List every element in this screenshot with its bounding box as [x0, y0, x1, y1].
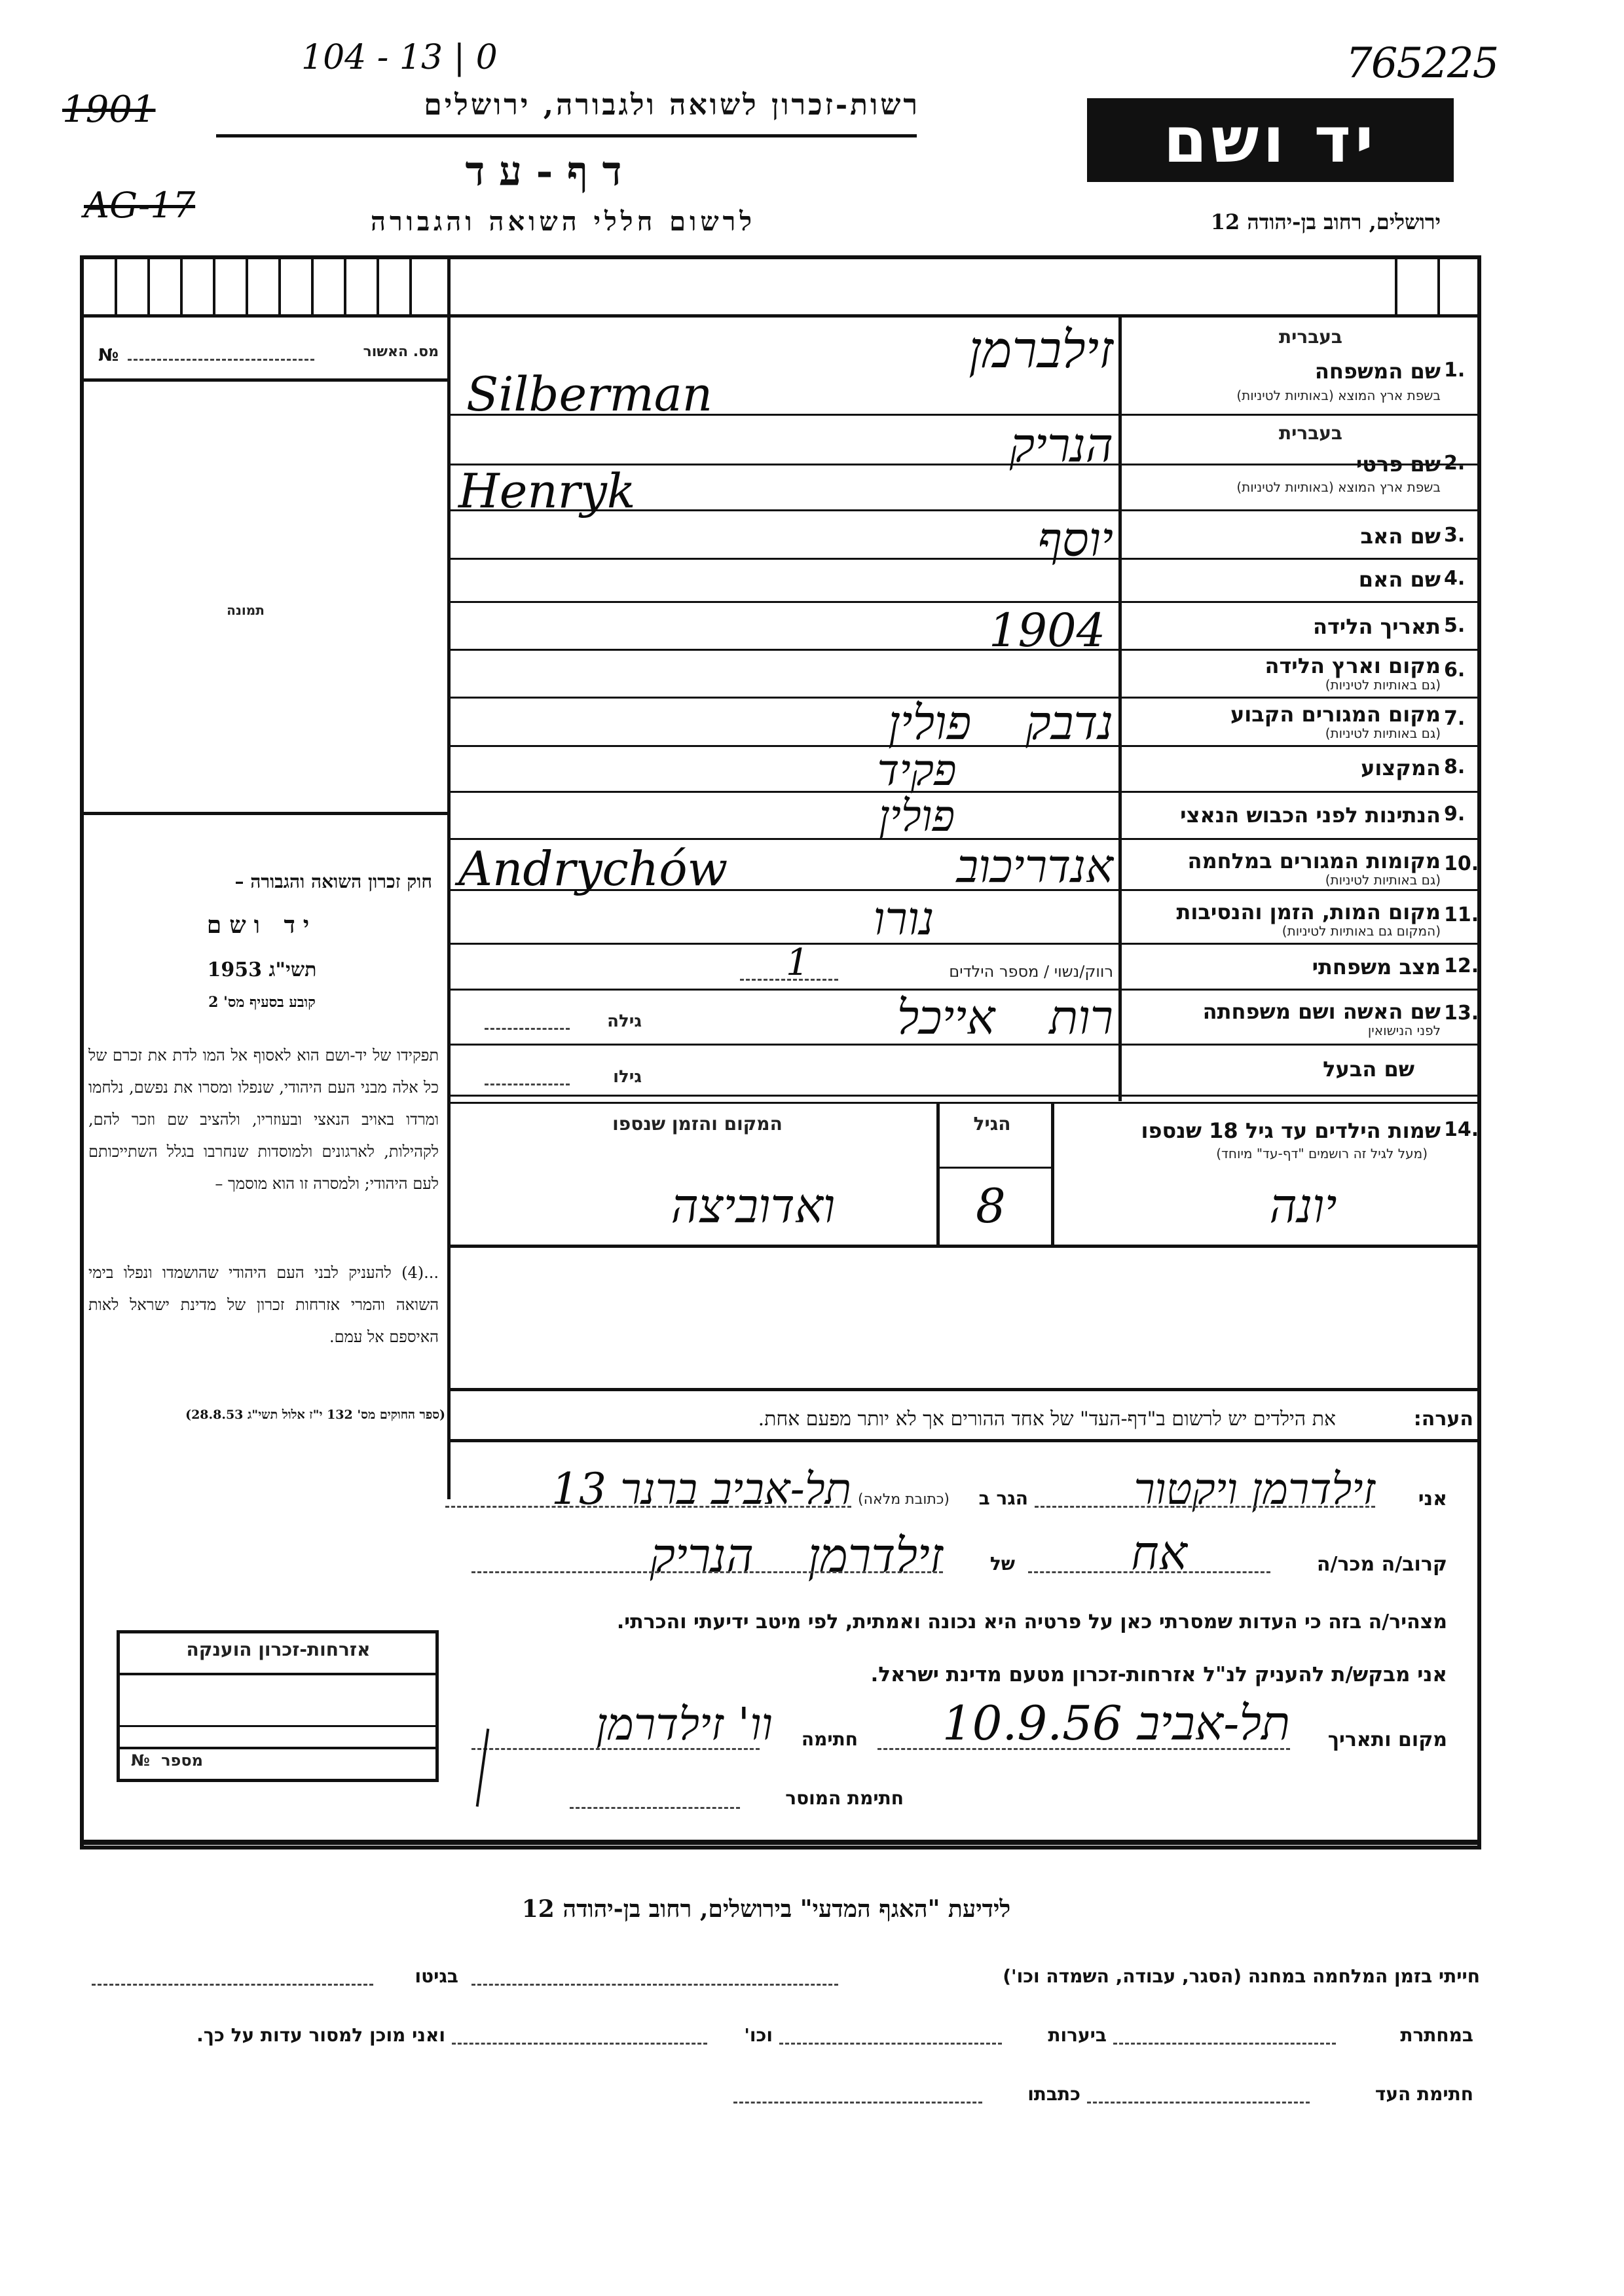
- field-4-label: שם האם: [1358, 567, 1441, 592]
- relation-label: קרוב/ה מכר/ה: [1316, 1553, 1447, 1576]
- header-underline: [216, 134, 917, 137]
- field-3-value: יוסף: [1037, 512, 1113, 567]
- addr-note: (כתובת מלאה): [858, 1491, 950, 1508]
- footer-camp: חייתי בזמן המלחמה במחנה (הסגר, עבודה, השמדה וכו'): [1003, 1965, 1480, 1987]
- field-1-value-he: זילברמן: [969, 321, 1113, 380]
- field-2-tag: בעברית: [1278, 422, 1342, 444]
- place-date-value: תל-אביב 10.9.56: [942, 1696, 1290, 1751]
- footer-ghetto: בגיטו: [415, 1965, 458, 1987]
- field-13-note: לפני הנישואין: [1367, 1023, 1441, 1038]
- field-11-note: (המקום גם באותיות לטיניות): [1282, 923, 1441, 939]
- i-label: אני: [1418, 1487, 1447, 1510]
- ref-label: מס. האשור: [363, 344, 439, 360]
- field-6-label: מקום וארץ הלידה: [1264, 653, 1441, 678]
- top-right-number: 765225: [1346, 39, 1498, 88]
- law-text-2: ...(4) להעניק לבני העם היהודי שהושמדו ונפלו בימי השואה והמרי אזרחות זכרון של מדינת ישראל לאות האיספם אל עמם.: [88, 1264, 439, 1346]
- field-7-label: מקום המגורים הקבוע: [1230, 702, 1441, 727]
- field-12-num: 12.: [1444, 955, 1479, 977]
- law-ref: (ספר החוקים מס' 132 י"ז אלול תשי"ג 28.8.53): [185, 1408, 445, 1422]
- husband-label: שם הבעל: [1323, 1057, 1414, 1082]
- law-clause: קובע בסעיף מס' 2: [208, 994, 316, 1011]
- law-text: תפקידו של יד-ושם הוא לאסוף אל המו לדת את זכרם של כל אלה מבני העם היהודי, שנפלו ומסרו את נפשם, נלחמו ומרדו באויב הנאצי ובעוזריו, ולהציב שם וזכר להם, לקהילות, לארגונים ולמוסדות שנחרבו בגלל השתייכותם לעם היהודי; ולמסרה זו הוא מוסמך –: [88, 1046, 439, 1193]
- child-name: יונה: [1269, 1178, 1337, 1233]
- form-subtitle: לרשום חללי השואה והגבורה: [370, 206, 756, 237]
- resides-label: הגר ב: [978, 1487, 1028, 1509]
- place-header: המקום והזמן שנספו: [612, 1113, 783, 1135]
- field-13-age-label: גילה: [607, 1011, 642, 1031]
- field-13-label: שם האשה ושם משפחתה: [1202, 999, 1441, 1024]
- children-num: 14.: [1444, 1118, 1479, 1141]
- field-3-num: 3.: [1444, 524, 1466, 547]
- field-2-value-he: הנריק: [1009, 418, 1113, 473]
- husband-age-label: גילו: [613, 1067, 642, 1087]
- signature: וו' זילדרמן: [596, 1699, 773, 1751]
- children-note: (מעל לגיל זה רושמים "דף-עד" מיוחד): [1216, 1146, 1428, 1161]
- field-1-label: שם המשפחה: [1314, 359, 1441, 384]
- field-11-label: מקום המות, הזמן והנסיבות: [1176, 900, 1441, 924]
- field-12-inline: רווק/נשוי / מספר הילדים: [949, 962, 1113, 981]
- footer-ready: ואני מוכן למסור עדות על כך.: [196, 2024, 445, 2046]
- of-label: של: [989, 1553, 1015, 1575]
- field-1-num: 1.: [1444, 359, 1466, 382]
- certificate-number-label: מספר: [161, 1751, 203, 1770]
- field-11-value: נורו: [873, 892, 934, 945]
- field-9-value: פולין: [878, 791, 955, 841]
- field-2-label: שם פרטי: [1356, 452, 1441, 477]
- org-name: רשות-זכרון לשואה ולגבורה, ירושלים: [424, 88, 920, 122]
- footer-forests: ביערות: [1048, 2024, 1107, 2046]
- field-4-num: 4.: [1444, 567, 1466, 590]
- age-header: הגיל: [973, 1113, 1011, 1135]
- field-1-tag: בעברית: [1278, 326, 1342, 348]
- field-8-value: פקיד: [877, 745, 957, 795]
- field-13-num: 13.: [1444, 1002, 1479, 1025]
- address: ירושלים, רחוב בן-יהודה 12: [1210, 210, 1441, 234]
- field-8-num: 8.: [1444, 756, 1466, 778]
- footer-address: כתבתו: [1027, 2083, 1080, 2105]
- field-1-note: בשפת ארץ המוצא (באותיות לטיניות): [1236, 388, 1441, 403]
- footer-title: לידיעת "האגף המדעי" בירושלים, רחוב בן-יהודה 12: [521, 1895, 1011, 1923]
- field-7-value: נדבק פולין: [888, 695, 1113, 750]
- photo-label: תמונה: [227, 602, 265, 618]
- footer-etc: וכו': [744, 2024, 773, 2046]
- field-5-value: 1904: [989, 604, 1106, 657]
- field-9-label: הנתינות לפני הכבוש הנאצי: [1180, 803, 1441, 828]
- declarant-name: זילדרמן ויקטור: [1134, 1464, 1375, 1514]
- child-place: ואדוביצה: [671, 1178, 836, 1233]
- field-2-value-lat: Henryk: [458, 464, 636, 519]
- certificate-label: אזרחות-זכרון הוענקה: [186, 1639, 371, 1660]
- field-6-num: 6.: [1444, 659, 1466, 682]
- field-9-num: 9.: [1444, 803, 1466, 826]
- form-title: ד ף - ע ד: [465, 147, 622, 195]
- issuer-label: חתימת המוסר: [785, 1787, 904, 1809]
- field-6-note: (גם באותיות לטיניות): [1325, 677, 1441, 693]
- law-name: יד ושם: [206, 911, 318, 939]
- request: אני מבקש/ת להעניק לנ"ל אזרחות-זכרון מטעם מדינת ישראל.: [870, 1663, 1447, 1686]
- field-2-num: 2.: [1444, 452, 1466, 475]
- footer-underground: במחתרת: [1400, 2024, 1473, 2046]
- child-age: 8: [976, 1178, 1006, 1233]
- field-3-label: שם האב: [1360, 524, 1441, 549]
- field-10-value-lat: Andrychów: [458, 841, 728, 896]
- field-12-value: 1: [786, 941, 809, 984]
- signature-label: חתימה: [801, 1728, 858, 1750]
- field-10-note: (גם באותיות לטיניות): [1325, 872, 1441, 888]
- ag-code: AG-17: [84, 185, 196, 226]
- declarant-address: תל-אביב ברנר 13: [551, 1464, 851, 1514]
- field-7-note: (גם באותיות לטיניות): [1325, 725, 1441, 741]
- field-8-label: המקצוע: [1361, 756, 1441, 780]
- ref-sign: №: [98, 346, 119, 365]
- field-5-num: 5.: [1444, 614, 1466, 637]
- field-13-value: רות אייכל: [896, 990, 1113, 1045]
- remark-title: הערה:: [1413, 1408, 1473, 1430]
- field-5-label: תאריך הלידה: [1312, 614, 1441, 639]
- footer-witness-sign: חתימת העד: [1375, 2083, 1473, 2105]
- crossed-number: 1901: [62, 88, 156, 131]
- file-number: 104 - 13 | 0: [301, 38, 498, 77]
- law-title: חוק זכרון השואה והגבורה –: [234, 871, 432, 892]
- law-year: תשי"ג 1953: [207, 958, 317, 981]
- field-2-note: בשפת ארץ המוצא (באותיות לטיניות): [1236, 479, 1441, 495]
- field-11-num: 11.: [1444, 903, 1479, 926]
- field-10-value: אנדריכוב: [956, 839, 1113, 893]
- place-date-label: מקום ותאריך: [1327, 1728, 1447, 1751]
- field-7-num: 7.: [1444, 707, 1466, 730]
- relation-value: אח: [1131, 1525, 1187, 1580]
- field-1-value-lat: Silberman: [466, 367, 713, 422]
- field-10-label: מקומות המגורים במלחמה: [1187, 848, 1441, 873]
- certificate-sign: №: [131, 1751, 150, 1770]
- field-12-label: מצב משפחתי: [1312, 955, 1441, 979]
- yad-vashem-logo: יד ושם: [1087, 98, 1454, 182]
- of-name: זילדרמן הנריק: [650, 1528, 943, 1583]
- field-10-num: 10.: [1444, 852, 1479, 875]
- statement: מצהיר/ה בזה כי העדות שמסרתי כאן על פרטיה היא נכונה ואמתית, לפי מיטב ידיעתי והכרתי.: [616, 1611, 1447, 1633]
- remark-text: את הילדים יש לרשום ב"דף-העד" של אחד ההורים אך לא יותר מפעם אחת.: [758, 1408, 1336, 1430]
- children-label: שמות הילדים עד גיל 18 שנספו: [1141, 1118, 1441, 1143]
